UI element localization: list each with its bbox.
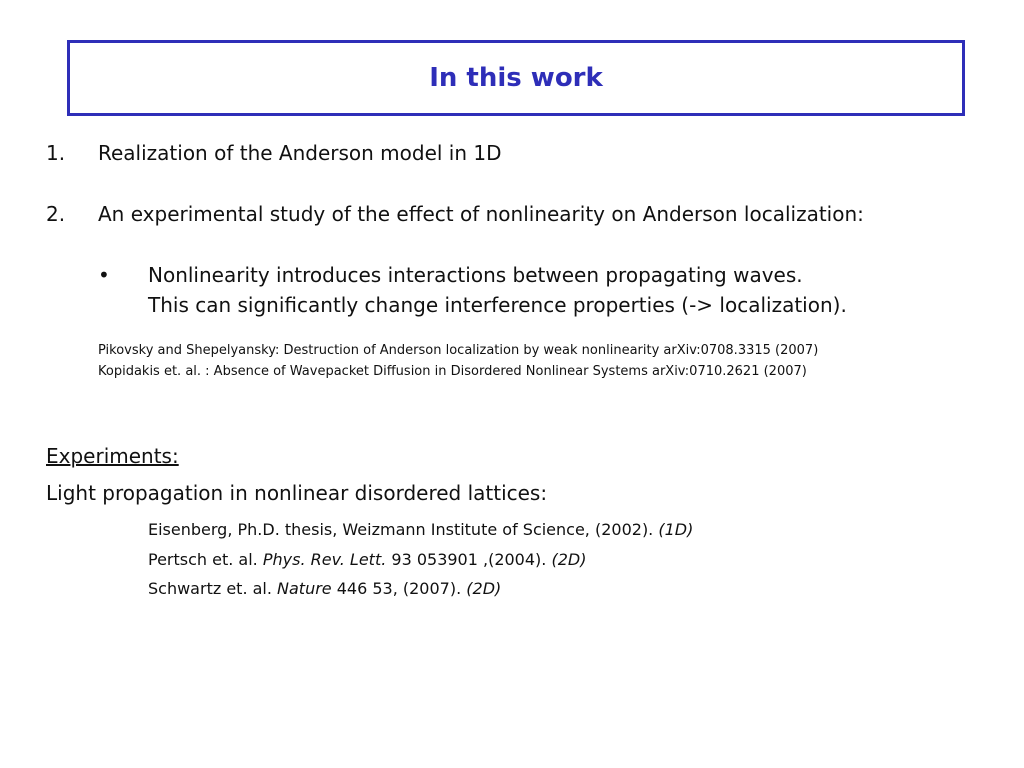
experiment-ref-3 [148,577,501,601]
experiment-ref-3-journal: Nature [277,579,332,598]
reference-2: Kopidakis et. al. : Absence of Wavepacket Diffusion in Disordered Nonlinear Systems arXiv:0710.2621 (2007) [98,364,807,379]
experiment-ref-3-authors: Schwartz et. al. [148,579,278,598]
experiment-ref-2-citation: 93 053901 ,(2004). [386,550,552,569]
experiment-ref-1-text: Eisenberg, Ph.D. thesis, Weizmann Institute of Science, (2002). [148,520,659,539]
item-1-number: 1. [46,141,66,165]
bullet-symbol: • [98,263,110,287]
experiments-subheading: Light propagation in nonlinear disordered lattices: [46,481,548,505]
experiments-heading: Experiments: [46,444,179,468]
slide-title: In this work [429,63,603,93]
experiment-ref-2 [148,548,586,572]
experiment-ref-1 [148,518,693,542]
bullet-line-1: Nonlinearity introduces interactions between propagating waves. [148,263,803,287]
experiment-ref-2-journal: Phys. Rev. Lett. [262,550,387,569]
item-1-text: Realization of the Anderson model in 1D [98,141,502,165]
reference-1: Pikovsky and Shepelyansky: Destruction of Anderson localization by weak nonlinearity arXiv:0708.3315 (2007) [98,343,819,358]
title-box [67,40,965,116]
bullet-line-2: This can significantly change interference properties (-> localization). [148,293,847,317]
experiment-ref-3-citation: 446 53, (2007). [331,579,467,598]
experiment-ref-3-dim: (2D) [466,579,502,598]
item-2-text: An experimental study of the effect of nonlinearity on Anderson localization: [98,202,864,226]
experiment-ref-2-authors: Pertsch et. al. [148,550,263,569]
item-2-number: 2. [46,202,66,226]
experiment-ref-2-dim: (2D) [551,550,587,569]
experiment-ref-1-dim: (1D) [658,520,694,539]
